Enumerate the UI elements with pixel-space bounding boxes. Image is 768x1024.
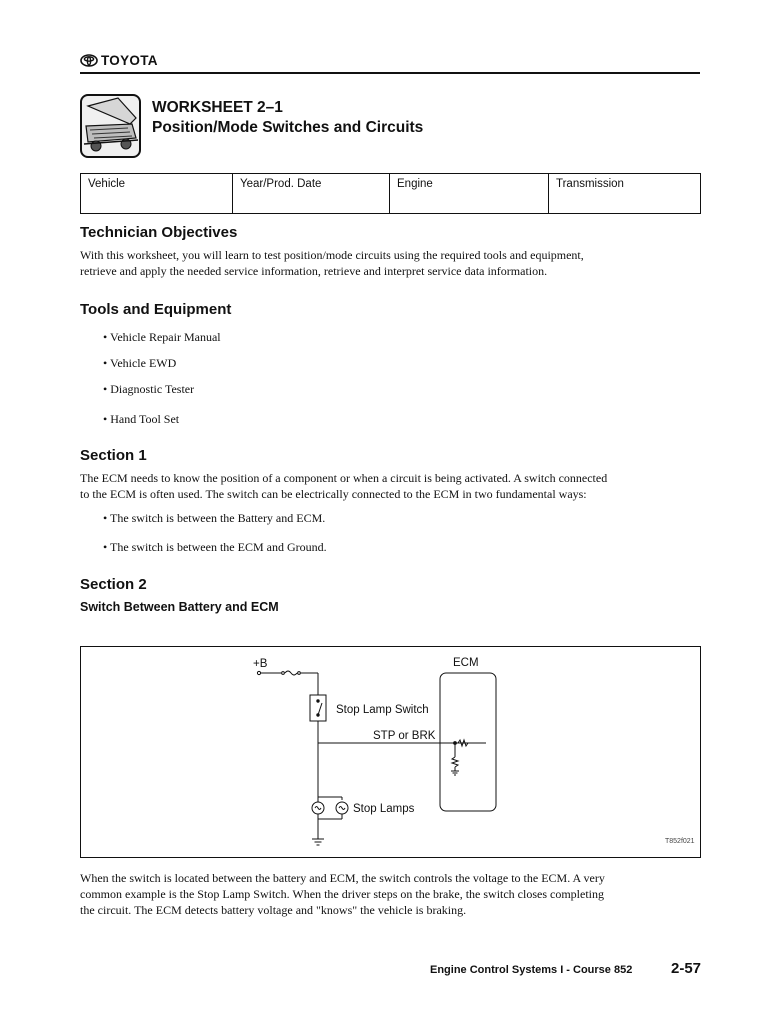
section2-subheading: Switch Between Battery and ECM bbox=[80, 600, 279, 614]
section1-line: to the ECM is often used. The switch can be electrically connected to the ECM in two fundamental ways: bbox=[80, 487, 587, 501]
circuit-diagram-svg bbox=[81, 647, 700, 857]
year-prod-date-cell[interactable]: Year/Prod. Date bbox=[233, 174, 390, 214]
vehicle-info-table bbox=[80, 173, 701, 214]
worksheet-subtitle: Position/Mode Switches and Circuits bbox=[152, 119, 424, 136]
section2-heading: Section 2 bbox=[80, 576, 147, 593]
section2-line: When the switch is located between the battery and ECM, the switch controls the voltage to the ECM. A very bbox=[80, 871, 605, 885]
section2-text bbox=[80, 870, 700, 918]
transmission-cell[interactable]: Transmission bbox=[549, 174, 701, 214]
car-hood-icon bbox=[80, 94, 141, 158]
vehicle-cell[interactable]: Vehicle bbox=[81, 174, 233, 214]
worksheet-number bbox=[152, 99, 283, 117]
tool-item: • Vehicle EWD bbox=[103, 356, 177, 370]
supply-terminal bbox=[257, 671, 260, 674]
section2-line: common example is the Stop Lamp Switch. When the driver steps on the brake, the switch closes completing bbox=[80, 887, 604, 901]
fuse-terminal bbox=[282, 672, 285, 675]
tools-heading: Tools and Equipment bbox=[80, 301, 232, 318]
objectives-line: With this worksheet, you will learn to test position/mode circuits using the required tools and equipment, bbox=[80, 248, 584, 262]
tool-item: • Diagnostic Tester bbox=[103, 382, 195, 396]
page-number: 2-57 bbox=[671, 960, 702, 977]
ecm-box bbox=[440, 673, 496, 811]
section2-line: the circuit. The ECM detects battery voltage and "knows" the vehicle is braking. bbox=[80, 903, 467, 917]
section1-text bbox=[80, 470, 700, 502]
tool-item: • Hand Tool Set bbox=[103, 412, 180, 426]
ecm-pulldown-resistor-icon bbox=[452, 757, 458, 767]
objectives-line: retrieve and apply the needed service information, retrieve and interpret service data information. bbox=[80, 264, 548, 278]
toyota-logo-icon bbox=[80, 54, 98, 67]
objectives-text bbox=[80, 247, 700, 279]
tool-item: • Vehicle Repair Manual bbox=[103, 330, 221, 344]
stop-lamp-switch-icon bbox=[310, 695, 326, 721]
section1-bullet: • The switch is between the Battery and ECM. bbox=[103, 511, 326, 525]
fuse-terminal bbox=[298, 672, 301, 675]
toyota-brand bbox=[80, 53, 158, 68]
header-rule bbox=[80, 72, 700, 74]
section1-bullet: • The switch is between the ECM and Ground. bbox=[103, 540, 327, 554]
stop-lamp-switch-label: Stop Lamp Switch bbox=[336, 704, 429, 716]
stop-lamps-label: Stop Lamps bbox=[353, 803, 415, 815]
ecm-label: ECM bbox=[453, 657, 479, 669]
worksheet-title: WORKSHEET 2–1 bbox=[152, 99, 283, 116]
section1-heading: Section 1 bbox=[80, 447, 147, 464]
stp-or-brk-label: STP or BRK bbox=[373, 730, 436, 742]
footer-course-title: Engine Control Systems I - Course 852 bbox=[430, 964, 633, 976]
brand-wordmark: TOYOTA bbox=[101, 53, 158, 68]
fuse-icon bbox=[285, 671, 297, 675]
objectives-heading: Technician Objectives bbox=[80, 224, 238, 241]
figure-reference: T852f021 bbox=[665, 838, 695, 845]
supply-label: +B bbox=[253, 658, 268, 670]
section1-line: The ECM needs to know the position of a component or when a circuit is being activated. A switch connected bbox=[80, 471, 608, 485]
circuit-diagram bbox=[80, 646, 701, 858]
engine-cell[interactable]: Engine bbox=[390, 174, 549, 214]
